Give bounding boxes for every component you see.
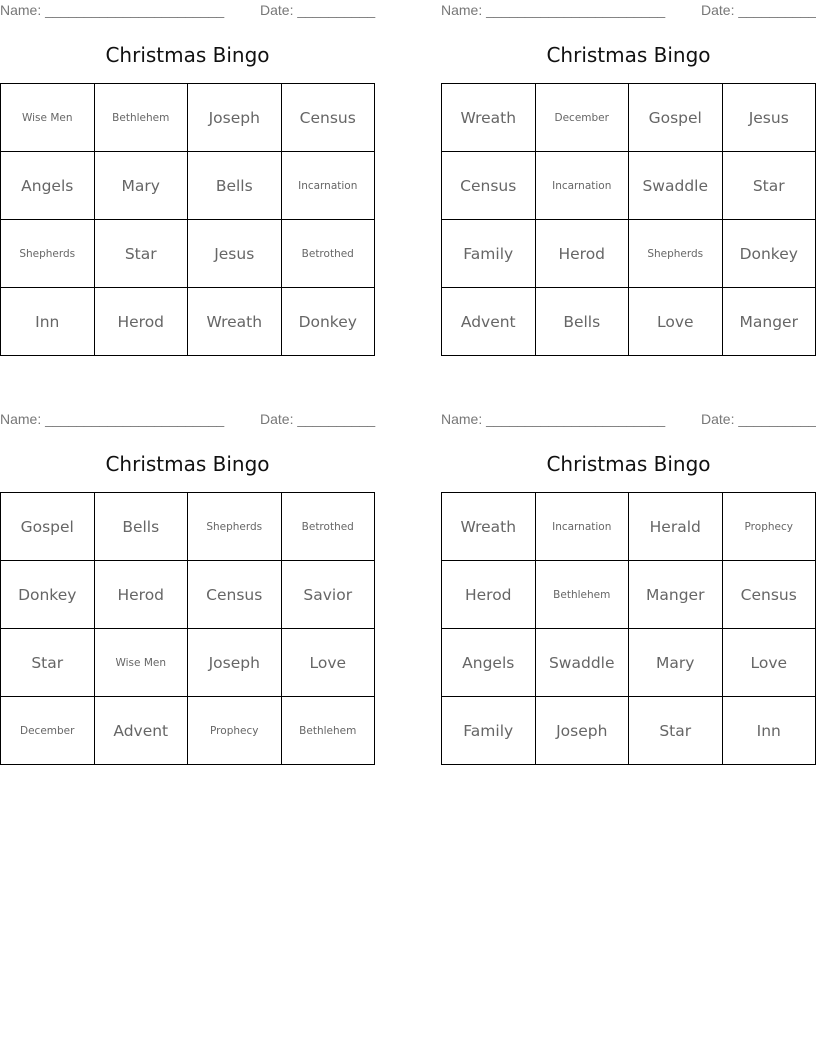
- bingo-grid: [0, 492, 375, 765]
- bingo-cell[interactable]: Herod: [94, 561, 188, 629]
- bingo-cell[interactable]: Betrothed: [281, 220, 375, 288]
- bingo-cell[interactable]: Mary: [629, 629, 723, 697]
- name-field-label: Name: _______________________: [0, 2, 225, 18]
- bingo-cell[interactable]: Jesus: [722, 84, 816, 152]
- bingo-card: [0, 0, 375, 356]
- bingo-cell[interactable]: Bells: [94, 493, 188, 561]
- grid-row: [1, 493, 375, 561]
- grid-row: [442, 561, 816, 629]
- grid-row: [442, 220, 816, 288]
- bingo-cell[interactable]: Star: [1, 629, 95, 697]
- card-header: [0, 409, 375, 431]
- bingo-cell[interactable]: Bethlehem: [281, 697, 375, 765]
- grid-row: [442, 697, 816, 765]
- bingo-cell[interactable]: Manger: [629, 561, 723, 629]
- bingo-card: [441, 409, 816, 765]
- bingo-cell[interactable]: December: [535, 84, 629, 152]
- grid-row: [1, 288, 375, 356]
- bingo-cell[interactable]: Joseph: [188, 84, 282, 152]
- card-title: Christmas Bingo: [546, 452, 711, 476]
- bingo-cell[interactable]: Incarnation: [535, 152, 629, 220]
- bingo-cell[interactable]: Bethlehem: [94, 84, 188, 152]
- date-field-label: Date: __________: [701, 411, 816, 427]
- bingo-cell[interactable]: Prophecy: [722, 493, 816, 561]
- card-title: Christmas Bingo: [546, 43, 711, 67]
- bingo-cell[interactable]: Angels: [442, 629, 536, 697]
- bingo-cell[interactable]: Love: [722, 629, 816, 697]
- date-field-label: Date: __________: [260, 2, 376, 18]
- bingo-cell[interactable]: Donkey: [1, 561, 95, 629]
- bingo-cell[interactable]: Swaddle: [535, 629, 629, 697]
- bingo-cell[interactable]: Inn: [1, 288, 95, 356]
- grid-row: [1, 152, 375, 220]
- bingo-grid: [441, 83, 816, 356]
- name-field-label: Name: _______________________: [441, 2, 666, 18]
- grid-row: [442, 629, 816, 697]
- bingo-cell[interactable]: Shepherds: [188, 493, 282, 561]
- grid-row: [442, 288, 816, 356]
- bingo-cell[interactable]: Bells: [535, 288, 629, 356]
- bingo-cell[interactable]: Love: [629, 288, 723, 356]
- bingo-cell[interactable]: Joseph: [188, 629, 282, 697]
- bingo-cell[interactable]: Census: [188, 561, 282, 629]
- grid-row: [1, 220, 375, 288]
- name-field-label: Name: _______________________: [441, 411, 666, 427]
- bingo-cell[interactable]: Swaddle: [629, 152, 723, 220]
- bingo-cell[interactable]: Family: [442, 697, 536, 765]
- bingo-cell[interactable]: Prophecy: [188, 697, 282, 765]
- bingo-cell[interactable]: Herod: [94, 288, 188, 356]
- bingo-cell[interactable]: Mary: [94, 152, 188, 220]
- bingo-cell[interactable]: Shepherds: [629, 220, 723, 288]
- bingo-cell[interactable]: Bells: [188, 152, 282, 220]
- bingo-cell[interactable]: Census: [722, 561, 816, 629]
- bingo-cell[interactable]: Donkey: [722, 220, 816, 288]
- bingo-cell[interactable]: Star: [629, 697, 723, 765]
- bingo-cell[interactable]: Love: [281, 629, 375, 697]
- bingo-cell[interactable]: Bethlehem: [535, 561, 629, 629]
- bingo-cell[interactable]: Incarnation: [535, 493, 629, 561]
- bingo-cell[interactable]: Savior: [281, 561, 375, 629]
- bingo-card: [441, 0, 816, 356]
- grid-row: [442, 84, 816, 152]
- bingo-cell[interactable]: Gospel: [629, 84, 723, 152]
- grid-row: [442, 493, 816, 561]
- bingo-cell[interactable]: Betrothed: [281, 493, 375, 561]
- bingo-cell[interactable]: Wise Men: [1, 84, 95, 152]
- bingo-cell[interactable]: Incarnation: [281, 152, 375, 220]
- bingo-grid: [441, 492, 816, 765]
- bingo-cell[interactable]: Star: [722, 152, 816, 220]
- bingo-cell[interactable]: Jesus: [188, 220, 282, 288]
- bingo-cell[interactable]: Inn: [722, 697, 816, 765]
- bingo-cell[interactable]: Shepherds: [1, 220, 95, 288]
- bingo-cell[interactable]: Herod: [535, 220, 629, 288]
- grid-row: [1, 561, 375, 629]
- name-field-label: Name: _______________________: [0, 411, 225, 427]
- bingo-cell[interactable]: Star: [94, 220, 188, 288]
- bingo-cell[interactable]: Herod: [442, 561, 536, 629]
- card-header: [441, 409, 816, 431]
- bingo-cell[interactable]: Manger: [722, 288, 816, 356]
- grid-row: [1, 629, 375, 697]
- card-title: Christmas Bingo: [105, 43, 270, 67]
- grid-row: [442, 152, 816, 220]
- bingo-cell[interactable]: Angels: [1, 152, 95, 220]
- bingo-cell[interactable]: Wreath: [442, 493, 536, 561]
- grid-row: [1, 697, 375, 765]
- bingo-grid: [0, 83, 375, 356]
- grid-row: [1, 84, 375, 152]
- bingo-cell[interactable]: Donkey: [281, 288, 375, 356]
- bingo-cell[interactable]: Wreath: [188, 288, 282, 356]
- bingo-cell[interactable]: Advent: [442, 288, 536, 356]
- bingo-cell[interactable]: Wise Men: [94, 629, 188, 697]
- card-title: Christmas Bingo: [105, 452, 270, 476]
- date-field-label: Date: __________: [701, 2, 816, 18]
- bingo-cell[interactable]: Herald: [629, 493, 723, 561]
- bingo-cell[interactable]: Gospel: [1, 493, 95, 561]
- bingo-cell[interactable]: December: [1, 697, 95, 765]
- card-header: [441, 0, 816, 22]
- bingo-cell[interactable]: Census: [281, 84, 375, 152]
- bingo-cell[interactable]: Joseph: [535, 697, 629, 765]
- bingo-cell[interactable]: Family: [442, 220, 536, 288]
- bingo-card: [0, 409, 375, 765]
- bingo-cell[interactable]: Census: [442, 152, 536, 220]
- date-field-label: Date: __________: [260, 411, 376, 427]
- card-header: [0, 0, 375, 22]
- bingo-cell[interactable]: Wreath: [442, 84, 536, 152]
- bingo-cell[interactable]: Advent: [94, 697, 188, 765]
